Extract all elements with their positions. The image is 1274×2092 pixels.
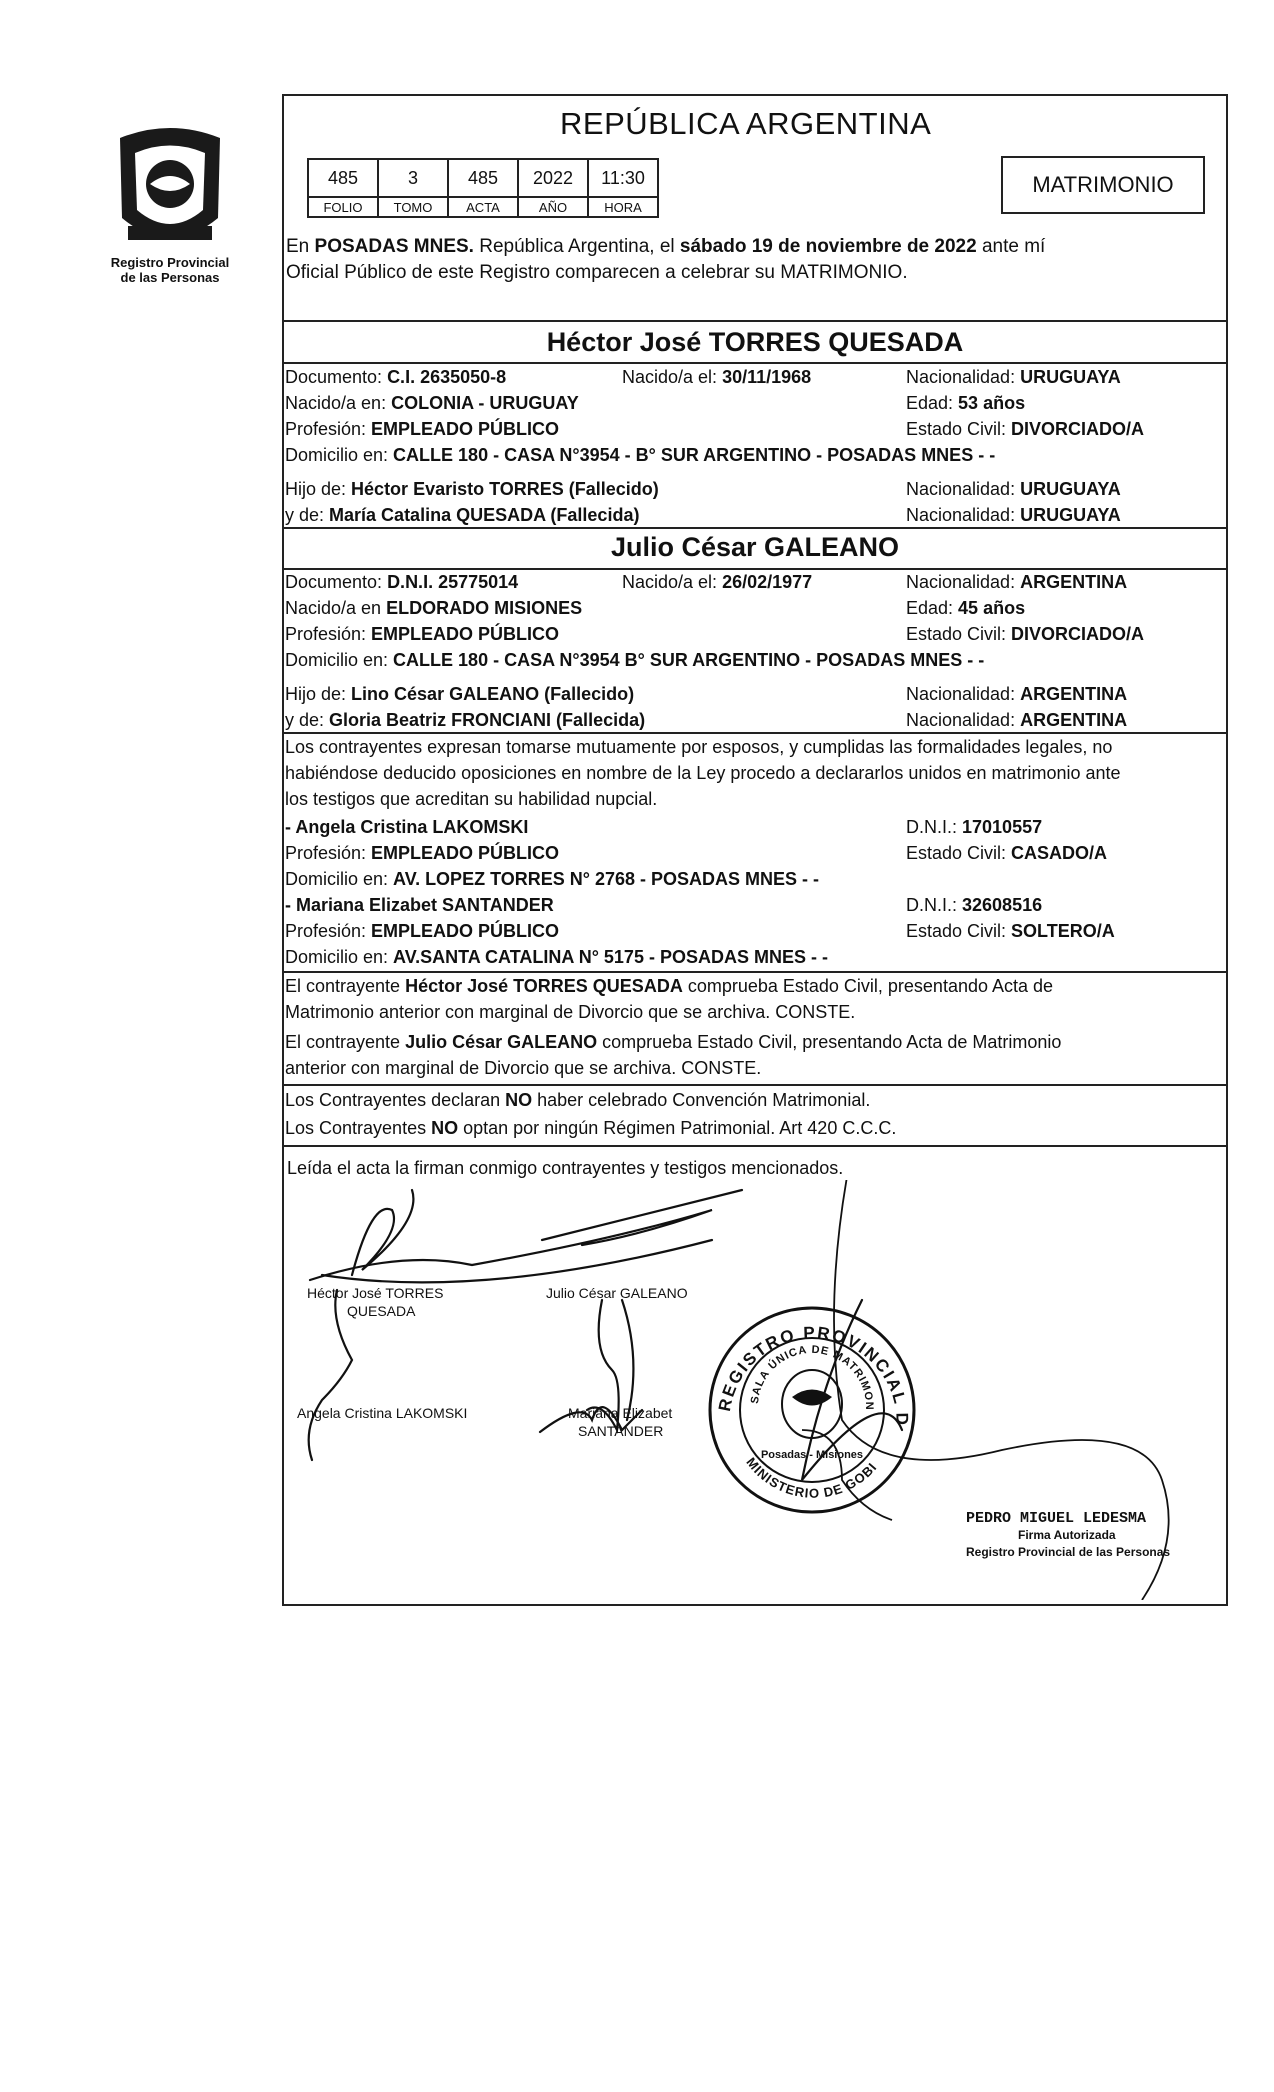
- spouse2-father: Hijo de: Lino César GALEANO (Fallecido): [285, 684, 635, 704]
- spouse2-age: Edad: 45 años: [906, 598, 1026, 618]
- spouse2-address: Domicilio en: CALLE 180 - CASA N°3954 B° SUR ARGENTINO - POSADAS MNES - -: [285, 650, 985, 670]
- stamp-bottom-text: MINISTERIO DE GOBI: [743, 1454, 880, 1501]
- spouse2-father-nationality: Nacionalidad: ARGENTINA: [906, 684, 1128, 704]
- spouse2-mother-nationality: Nacionalidad: ARGENTINA: [906, 710, 1128, 730]
- witness2-profession: Profesión: EMPLEADO PÚBLICO: [285, 921, 560, 941]
- witness1-name: - Angela Cristina LAKOMSKI: [285, 817, 529, 837]
- witness1-profession: Profesión: EMPLEADO PÚBLICO: [285, 843, 560, 863]
- spouse1-civil-status: Estado Civil: DIVORCIADO/A: [906, 419, 1145, 439]
- spouse2-name: Julio César GALEANO: [610, 532, 900, 562]
- stamp-outer-text: REGISTRO PROVINCIAL D: [714, 1323, 912, 1428]
- witness2-dni: D.N.I.: 32608516: [906, 895, 1043, 915]
- registry-table: [307, 158, 659, 218]
- officer-title: Firma Autorizada: [1018, 1528, 1116, 1542]
- intro-line1: En POSADAS MNES. República Argentina, el sábado 19 de noviembre de 2022 ante mí: [286, 236, 1046, 257]
- svg-text:REGISTRO PROVINCIAL DE LAS PER: [700, 1292, 912, 1427]
- spouse2-signature-label: Julio César GALEANO: [546, 1285, 688, 1301]
- tomo-value: 3: [378, 159, 448, 197]
- stamp-inner-text: SALA ÚNICA DE MATRIMON: [748, 1343, 876, 1411]
- witness2-name: - Mariana Elizabet SANTANDER: [285, 895, 554, 915]
- witness1-address: Domicilio en: AV. LOPEZ TORRES N° 2768 - POSADAS MNES - -: [285, 869, 819, 889]
- declaration-line1: Los contrayentes expresan tomarse mutuamente por esposos, y cumplidas las formalidades legales, no: [285, 737, 1113, 757]
- witness2-signature-label: Mariana Elizabet SANTANDER: [568, 1405, 673, 1439]
- spouse2-document: Documento: D.N.I. 25775014: [285, 572, 519, 592]
- act-type-box: MATRIMONIO: [1001, 156, 1205, 214]
- note2-line2: anterior con marginal de Divorcio que se archiva. CONSTE.: [285, 1058, 762, 1078]
- spouse2-profession: Profesión: EMPLEADO PÚBLICO: [285, 624, 560, 644]
- witness2-civil-status: Estado Civil: SOLTERO/A: [906, 921, 1115, 941]
- anio-value: 2022: [518, 159, 588, 197]
- folio-label: FOLIO: [308, 197, 378, 217]
- hora-label: HORA: [588, 197, 658, 217]
- note1-line1: El contrayente Héctor José TORRES QUESADA comprueba Estado Civil, presentando Acta de: [285, 976, 1054, 996]
- spouse1-address: Domicilio en: CALLE 180 - CASA N°3954 - B° SUR ARGENTINO - POSADAS MNES - -: [285, 445, 996, 465]
- country-title: REPÚBLICA ARGENTINA: [560, 106, 932, 141]
- spouse2-mother: y de: Gloria Beatriz FRONCIANI (Fallecida): [285, 710, 646, 730]
- spouse1-father: Hijo de: Héctor Evaristo TORRES (Fallecido): [285, 479, 659, 499]
- spouse1-mother: y de: María Catalina QUESADA (Fallecida): [285, 505, 640, 525]
- witness1-signature-label: Angela Cristina LAKOMSKI: [297, 1405, 468, 1421]
- spouse1-name: Héctor José TORRES QUESADA: [546, 327, 964, 357]
- spouse1-birthplace: Nacido/a en: COLONIA - URUGUAY: [285, 393, 579, 413]
- spouse2-birthdate: Nacido/a el: 26/02/1977: [622, 572, 813, 592]
- spouse1-birthdate: Nacido/a el: 30/11/1968: [622, 367, 812, 387]
- logo-caption-line1: Registro Provincial: [110, 255, 230, 270]
- spouse1-document: Documento: C.I. 2635050-8: [285, 367, 507, 387]
- logo-caption-line2: de las Personas: [120, 270, 220, 285]
- spouse2-civil-status: Estado Civil: DIVORCIADO/A: [906, 624, 1145, 644]
- spouse2-birthplace: Nacido/a en ELDORADO MISIONES: [285, 598, 583, 618]
- officer-name: PEDRO MIGUEL LEDESMA: [966, 1510, 1147, 1527]
- spouse2-nationality: Nacionalidad: ARGENTINA: [906, 572, 1128, 592]
- declaration-line2: habiéndose deducido oposiciones en nombre de la Ley procedo a declararlos unidos en matrimonio ante: [285, 763, 1121, 783]
- spouse1-mother-nationality: Nacionalidad: URUGUAYA: [906, 505, 1121, 525]
- logo-caption: [96, 255, 244, 285]
- convention-note: Los Contrayentes declaran NO haber celebrado Convención Matrimonial.: [285, 1090, 871, 1110]
- patrimonial-note: Los Contrayentes NO optan por ningún Régimen Patrimonial. Art 420 C.C.C.: [285, 1118, 897, 1138]
- spouse1-age: Edad: 53 años: [906, 393, 1026, 413]
- witness1-civil-status: Estado Civil: CASADO/A: [906, 843, 1108, 863]
- spouse1-nationality: Nacionalidad: URUGUAYA: [906, 367, 1121, 387]
- acta-label: ACTA: [448, 197, 518, 217]
- anio-label: AÑO: [518, 197, 588, 217]
- spouse1-profession: Profesión: EMPLEADO PÚBLICO: [285, 419, 560, 439]
- witness2-address: Domicilio en: AV.SANTA CATALINA N° 5175 - POSADAS MNES - -: [285, 947, 828, 967]
- declaration-line3: los testigos que acreditan su habilidad nupcial.: [285, 789, 658, 809]
- official-stamp: [700, 1292, 920, 1518]
- witness1-dni: D.N.I.: 17010557: [906, 817, 1043, 837]
- closing-text: Leída el acta la firman conmigo contrayentes y testigos mencionados.: [287, 1158, 844, 1178]
- spouse1-signature-label: Héctor José TORRES QUESADA: [307, 1285, 444, 1319]
- note1-line2: Matrimonio anterior con marginal de Divorcio que se archiva. CONSTE.: [285, 1002, 856, 1022]
- officer-block: [966, 1510, 1170, 1561]
- tomo-label: TOMO: [378, 197, 448, 217]
- stamp-center-text: Posadas - Misiones: [760, 1449, 864, 1461]
- hora-value: 11:30: [588, 159, 658, 197]
- folio-value: 485: [308, 159, 378, 197]
- spouse1-father-nationality: Nacionalidad: URUGUAYA: [906, 479, 1121, 499]
- acta-value: 485: [448, 159, 518, 197]
- note2-line1: El contrayente Julio César GALEANO comprueba Estado Civil, presentando Acta de Matrimonio: [285, 1032, 1062, 1052]
- intro-line2: Oficial Público de este Registro comparecen a celebrar su MATRIMONIO.: [286, 262, 908, 283]
- officer-org: Registro Provincial de las Personas: [966, 1545, 1171, 1559]
